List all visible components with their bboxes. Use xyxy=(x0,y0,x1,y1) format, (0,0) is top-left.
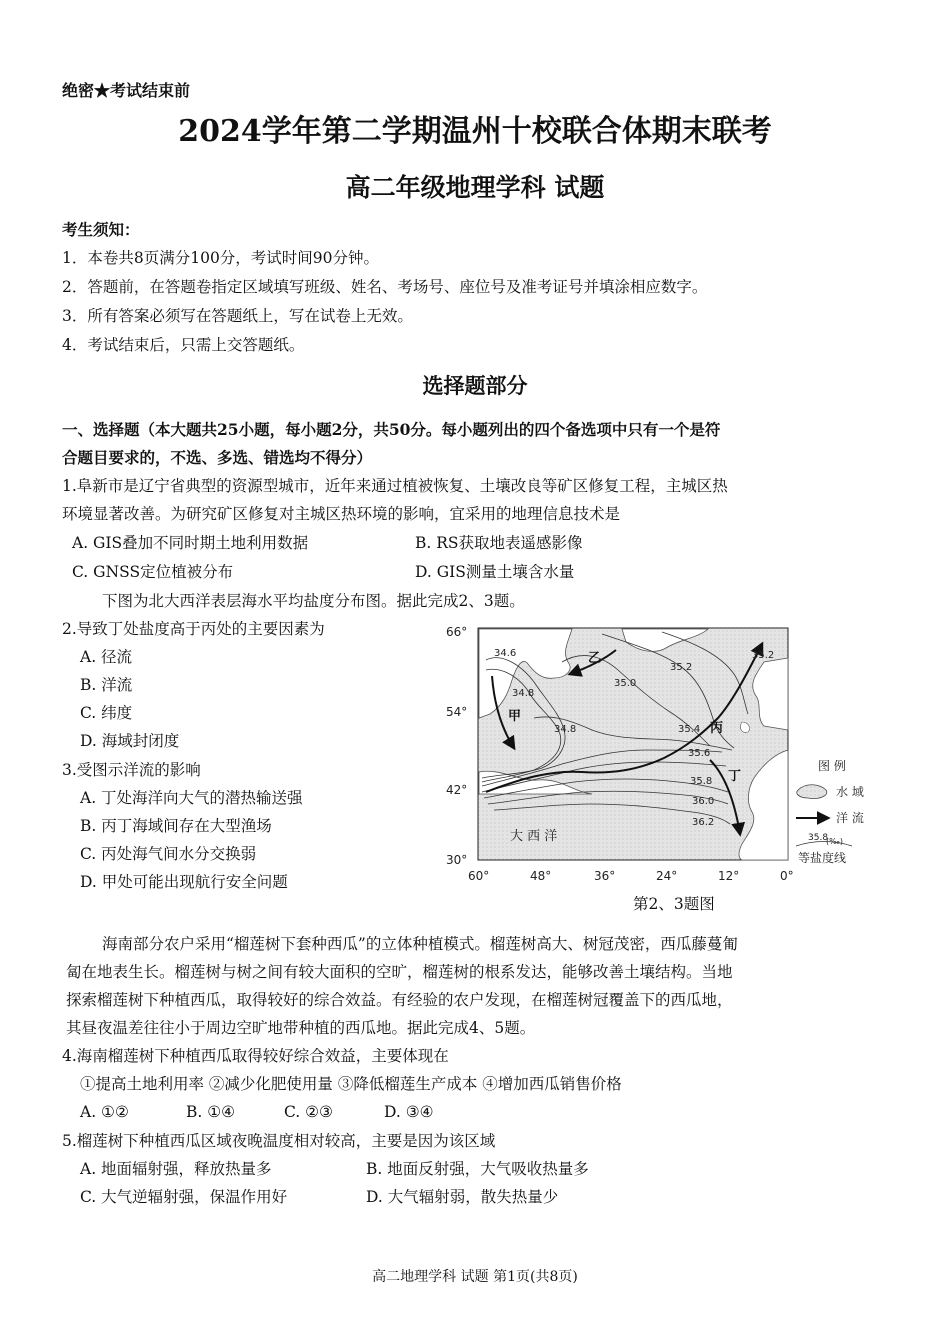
question-4-option-d: D. ③④ xyxy=(384,1103,434,1121)
passage-line: 海南部分农户采用“榴莲树下套种西瓜”的立体种植模式。榴莲树高大、树冠茂密，西瓜藤蔓匍 xyxy=(102,935,738,953)
longitude-label: 60° xyxy=(468,869,490,883)
question-2-option: D. 海域封闭度 xyxy=(80,732,180,750)
question-2-option: C. 纬度 xyxy=(80,704,133,722)
question-5-stem: 5.榴莲树下种植西瓜区域夜晚温度相对较高，主要是因为该区域 xyxy=(62,1132,496,1150)
isoline-label: 34.8 xyxy=(512,688,535,699)
latitude-label: 66° xyxy=(446,625,468,639)
isoline-label: 35.6 xyxy=(688,748,711,759)
ocean-label: 大 西 洋 xyxy=(510,829,558,844)
isoline-label: 35.2 xyxy=(752,650,775,661)
latitude-label: 54° xyxy=(446,705,468,719)
question-4-option-a: A. ①② xyxy=(80,1103,129,1121)
question-3-stem: 3.受图示洋流的影响 xyxy=(62,761,201,779)
legend-water-swatch xyxy=(797,785,827,799)
question-1-option-d: D. GIS测量土壤含水量 xyxy=(415,563,575,581)
question-1-stem: 环境显著改善。为研究矿区修复对主城区热环境的影响，宜采用的地理信息技术是 xyxy=(62,505,621,523)
isoline-label: 35.8 xyxy=(690,776,713,787)
longitude-label: 36° xyxy=(594,869,616,883)
question-5-option-b: B. 地面反射强，大气吸收热量多 xyxy=(366,1160,589,1178)
question-3-option: A. 丁处海洋向大气的潜热输送强 xyxy=(80,789,303,807)
latitude-label: 42° xyxy=(446,783,468,797)
question-2-option: A. 径流 xyxy=(80,648,133,666)
question-4-option-c: C. ②③ xyxy=(284,1103,333,1121)
longitude-label: 12° xyxy=(718,869,740,883)
question-1-option-b: B. RS获取地表遥感影像 xyxy=(415,534,583,552)
legend-title: 图 例 xyxy=(818,759,846,773)
question-4-choices: ①提高土地利用率 ②减少化肥使用量 ③降低榴莲生产成本 ④增加西瓜销售价格 xyxy=(80,1075,622,1093)
exam-subtitle: 高二年级地理学科 试题 xyxy=(345,173,605,202)
notice-item: 3．所有答案必须写在答题纸上，写在试卷上无效。 xyxy=(62,307,413,325)
salinity-map xyxy=(442,622,892,888)
notice-heading: 考生须知： xyxy=(62,220,140,239)
part-instructions: 一、选择题（本大题共25小题，每小题2分，共50分。每小题列出的四个备选项中只有一个是符 xyxy=(62,420,721,439)
legend-isoline-label: 等盐度线 xyxy=(798,851,847,865)
figure-caption: 第2、3题图 xyxy=(633,895,715,913)
question-4-option-b: B. ①④ xyxy=(186,1103,236,1121)
map-frame xyxy=(478,628,788,860)
confidential-mark: 绝密★考试结束前 xyxy=(62,81,191,100)
question-1-option-c: C. GNSS定位植被分布 xyxy=(72,563,234,581)
map-legend xyxy=(796,758,864,865)
isoline-label: 35.0 xyxy=(614,678,637,689)
section-title: 选择题部分 xyxy=(422,373,528,398)
question-5-option-c: C. 大气逆辐射强，保温作用好 xyxy=(80,1188,288,1206)
passage-line: 匐在地表生长。榴莲树与树之间有较大面积的空旷，榴莲树的根系发达，能够改善土壤结构。当地 xyxy=(66,963,733,981)
longitude-label: 48° xyxy=(530,869,552,883)
intro-q2-q3: 下图为北大西洋表层海水平均盐度分布图。据此完成2、3题。 xyxy=(102,592,525,610)
question-1-option-a: A. GIS叠加不同时期土地利用数据 xyxy=(72,534,309,552)
place-label-ding: 丁 xyxy=(728,769,742,784)
question-3-option: D. 甲处可能出现航行安全问题 xyxy=(80,873,288,891)
place-label-yi: 乙 xyxy=(588,651,602,666)
part-instructions: 合题目要求的，不选、多选、错选均不得分） xyxy=(62,448,373,467)
passage-line: 其昼夜温差往往小于周边空旷地带种植的西瓜地。据此完成4、5题。 xyxy=(66,1019,536,1037)
longitude-label: 24° xyxy=(656,869,678,883)
legend-isoline-value: 35.8 xyxy=(808,833,829,843)
latitude-label: 30° xyxy=(446,853,468,867)
question-5-option-a: A. 地面辐射强，释放热量多 xyxy=(80,1160,272,1178)
notice-item: 1．本卷共8页满分100分，考试时间90分钟。 xyxy=(62,249,380,267)
notice-item: 2．答题前，在答题卷指定区域填写班级、姓名、考场号、座位号及准考证号并填涂相应数字。 xyxy=(62,278,708,296)
isoline-label: 34.6 xyxy=(494,648,517,659)
place-label-jia: 甲 xyxy=(508,709,522,724)
legend-water-label: 水 域 xyxy=(836,785,864,799)
question-1-stem: 1.阜新市是辽宁省典型的资源型城市，近年来通过植被恢复、土壤改良等矿区修复工程，主城区热 xyxy=(62,477,728,495)
isoline-label: 36.2 xyxy=(692,817,715,828)
legend-current-label: 洋 流 xyxy=(836,811,864,825)
question-4-stem: 4.海南榴莲树下种植西瓜取得较好综合效益，主要体现在 xyxy=(62,1047,449,1065)
question-2-option: B. 洋流 xyxy=(80,676,133,694)
page-footer: 高二地理学科 试题 第1页(共8页) xyxy=(372,1269,578,1285)
legend-isoline-unit: (‰) xyxy=(826,837,843,846)
longitude-label: 0° xyxy=(780,869,794,883)
isoline-label: 36.0 xyxy=(692,796,715,807)
question-3-option: C. 丙处海气间水分交换弱 xyxy=(80,845,257,863)
passage-line: 探索榴莲树下种植西瓜，取得较好的综合效益。有经验的农户发现，在榴莲树冠覆盖下的西瓜地， xyxy=(66,991,733,1009)
place-label-bing: 丙 xyxy=(710,721,724,736)
exam-title: 2024学年第二学期温州十校联合体期末联考 xyxy=(178,114,772,149)
question-3-option: B. 丙丁海域间存在大型渔场 xyxy=(80,817,272,835)
isoline-label: 34.8 xyxy=(554,724,577,735)
isoline-label: 35.4 xyxy=(678,724,701,735)
notice-item: 4．考试结束后，只需上交答题纸。 xyxy=(62,336,305,354)
question-5-option-d: D. 大气辐射弱，散失热量少 xyxy=(366,1188,559,1206)
isoline-label: 35.2 xyxy=(670,662,693,673)
question-2-stem: 2.导致丁处盐度高于丙处的主要因素为 xyxy=(62,620,325,638)
